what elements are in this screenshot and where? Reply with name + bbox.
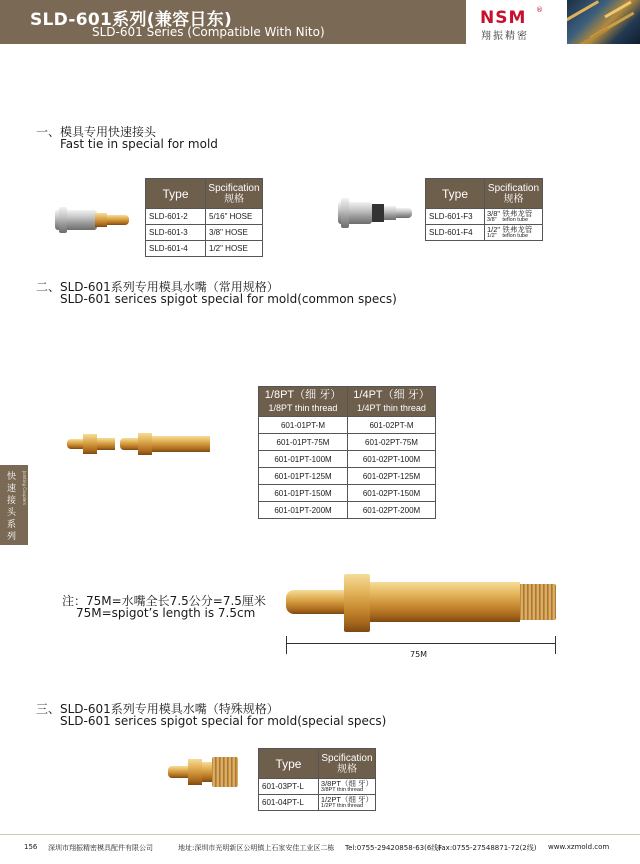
table-row xyxy=(259,434,436,451)
spigot-common-table xyxy=(258,386,436,519)
spec-header-cn: 规格 xyxy=(503,193,524,205)
table-row xyxy=(259,485,436,502)
spec-cn: 3/8PT（细 牙） xyxy=(320,778,373,788)
spec-header-en: Spcification xyxy=(321,752,373,764)
cell-type: 601-04PT-L xyxy=(259,795,319,811)
cell-spec xyxy=(318,795,375,811)
header-cn: 1/4PT（细 牙） xyxy=(353,388,430,401)
cell: 601-02PT-100M xyxy=(348,451,436,468)
page-footer xyxy=(0,834,640,864)
table-row xyxy=(426,225,543,241)
table-row xyxy=(146,225,263,241)
header-en: 1/4PT thin thread xyxy=(357,402,426,413)
cell: 601-02PT-125M xyxy=(348,468,436,485)
spigot-short-image xyxy=(67,433,115,455)
size: 1/2" xyxy=(487,224,501,234)
cell: 601-02PT-150M xyxy=(348,485,436,502)
spec-table-teflon xyxy=(425,178,543,241)
material-en: teflon tube xyxy=(502,232,529,239)
table-row xyxy=(259,502,436,519)
cell-type: 601-03PT-L xyxy=(259,779,319,795)
cell-type: SLD-601-F3 xyxy=(426,209,485,225)
spigot-long-image xyxy=(120,432,210,456)
page-subtitle: SLD-601 Series (Compatible With Nito) xyxy=(92,25,325,39)
cell-spec: 3/8" HOSE xyxy=(206,225,263,241)
length-note-cn: 注：75M=水嘴全长7.5公分=7.5厘米 xyxy=(62,594,266,608)
cell: 601-02PT-75M xyxy=(348,434,436,451)
cell-type: SLD-601-4 xyxy=(146,241,206,257)
cell: 601-01PT-M xyxy=(259,417,348,434)
section1-subtitle: Fast tie in special for mold xyxy=(60,137,218,151)
header-en: 1/8PT thin thread xyxy=(268,402,338,413)
footer-address: 地址:深圳市光明新区公明镇上石家安佳工业区二栋 xyxy=(178,844,335,852)
spec-header-en: Spcification xyxy=(208,182,260,194)
cell: 601-02PT-M xyxy=(348,417,436,434)
table-header-1-8pt xyxy=(259,387,348,417)
table-header-type: Type xyxy=(259,749,319,779)
cell-type: SLD-601-F4 xyxy=(426,225,485,241)
table-header-spec xyxy=(318,749,375,779)
dimension-label: 75M xyxy=(410,650,428,659)
table-row xyxy=(259,417,436,434)
page-number: 156 xyxy=(24,843,38,851)
spec-en: 3/8PT thin thread xyxy=(320,786,363,793)
cell-spec xyxy=(318,779,375,795)
table-row xyxy=(426,209,543,225)
cell-type: SLD-601-2 xyxy=(146,209,206,225)
table-header-spec xyxy=(206,179,263,209)
table-row xyxy=(259,451,436,468)
footer-fax: Fax:0755-27548871-72(2线) xyxy=(438,844,537,852)
cell: 601-01PT-200M xyxy=(259,502,348,519)
cell-spec: 1/2" HOSE xyxy=(206,241,263,257)
section3-subtitle: SLD-601 serices spigot special for mold(special specs) xyxy=(60,714,387,728)
coupler-teflon-image xyxy=(338,196,413,230)
length-note-en: 75M=spigot’s length is 7.5cm xyxy=(76,606,256,620)
spec-header-cn: 规格 xyxy=(336,763,357,775)
dimension-tick-right xyxy=(555,636,556,654)
coupler-hose-image xyxy=(55,205,130,235)
table-row xyxy=(259,468,436,485)
size: 3/8" xyxy=(487,216,497,223)
page-header xyxy=(0,0,640,44)
logo-cn-text: 翔振精密 xyxy=(481,31,529,42)
spigot-special-table xyxy=(258,748,376,811)
size: 3/8" xyxy=(487,208,501,218)
spec-table-hose xyxy=(145,178,263,257)
section2-subtitle: SLD-601 serices spigot special for mold(common specs) xyxy=(60,292,397,306)
table-row xyxy=(146,241,263,257)
table-header-spec xyxy=(485,179,543,209)
spigot-75m-image xyxy=(286,570,556,630)
spec-cn: 1/2PT（细 牙） xyxy=(320,794,373,804)
logo-text: NSM xyxy=(480,8,527,28)
cell-spec: 5/16" HOSE xyxy=(206,209,263,225)
section3-title: 三、SLD-601系列专用模具水嘴（特殊规格） xyxy=(36,702,279,716)
cell: 601-01PT-100M xyxy=(259,451,348,468)
material-en: teflon tube xyxy=(502,216,529,223)
size: 1/2" xyxy=(487,232,497,239)
table-row xyxy=(146,209,263,225)
spec-en: 1/2PT thin thread xyxy=(320,802,363,809)
material-cn: 铁弗龙管 xyxy=(502,224,533,234)
dimension-tick-left xyxy=(286,636,287,654)
cell: 601-01PT-150M xyxy=(259,485,348,502)
material-cn: 铁弗龙管 xyxy=(502,208,533,218)
cell-type: SLD-601-3 xyxy=(146,225,206,241)
spec-header-en: Spcification xyxy=(487,182,540,194)
dimension-line xyxy=(286,643,556,644)
table-header-type: Type xyxy=(426,179,485,209)
footer-tel: Tel:0755-29420858-63(6线) xyxy=(345,844,442,852)
table-row xyxy=(259,795,376,811)
cell-spec xyxy=(485,225,543,241)
side-category-tab xyxy=(0,465,28,545)
page-title: SLD-601系列(兼容日东) xyxy=(30,10,233,30)
spigot-special-image xyxy=(168,755,238,789)
table-row xyxy=(259,779,376,795)
cell: 601-01PT-75M xyxy=(259,434,348,451)
spec-header-cn: 规格 xyxy=(224,193,244,205)
section2-title: 二、SLD-601系列专用模具水嘴（常用规格） xyxy=(36,280,279,294)
side-tab-label: 快速接头系列 xyxy=(7,472,17,542)
registered-mark: ® xyxy=(536,6,543,14)
footer-company: 深圳市翔振精密模具配件有限公司 xyxy=(48,844,153,852)
side-tab-label-en: Jointing Couplers xyxy=(22,471,27,505)
header-cn: 1/8PT（细 牙） xyxy=(264,388,342,401)
cell: 601-01PT-125M xyxy=(259,468,348,485)
cell-spec xyxy=(485,209,543,225)
brand-logo xyxy=(480,8,560,40)
section1-title: 一、模具专用快速接头 xyxy=(36,125,157,139)
header-product-photo xyxy=(567,0,640,44)
footer-website[interactable]: www.xzmold.com xyxy=(548,843,610,851)
cell: 601-02PT-200M xyxy=(348,502,436,519)
table-header-1-4pt xyxy=(348,387,436,417)
table-header-type: Type xyxy=(146,179,206,209)
